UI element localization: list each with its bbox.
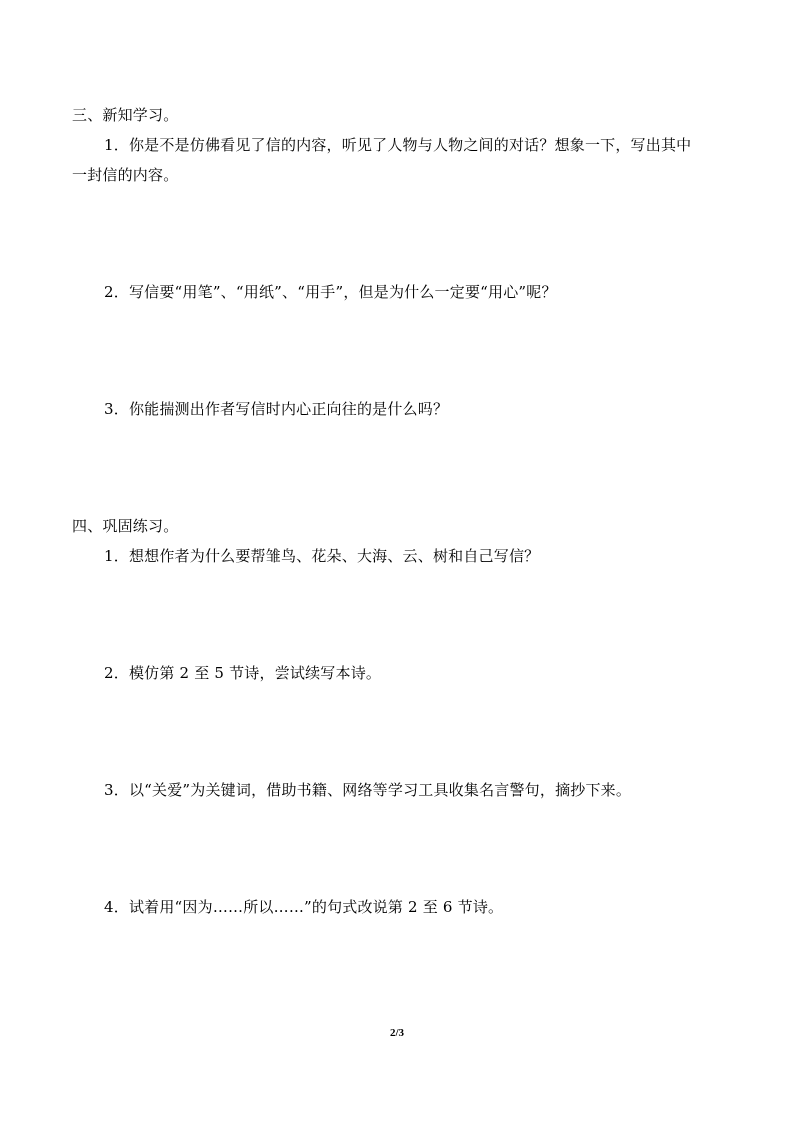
section-3-question-1: 1．你是不是仿佛看见了信的内容，听见了人物与人物之间的对话？想象一下，写出其中 bbox=[104, 136, 692, 154]
section-4-question-3: 3．以“关爱”为关键词，借助书籍、网络等学习工具收集名言警句，摘抄下来。 bbox=[104, 781, 632, 799]
section-4-question-1: 1．想想作者为什么要帮雏鸟、花朵、大海、云、树和自己写信？ bbox=[104, 547, 540, 565]
page-number: 2/3 bbox=[389, 1027, 405, 1039]
section-3-question-3: 3．你能揣测出作者写信时内心正向往的是什么吗？ bbox=[104, 400, 449, 418]
section-3-question-1-continuation: 一封信的内容。 bbox=[72, 166, 179, 184]
section-3-heading: 三、新知学习。 bbox=[72, 106, 179, 124]
section-4-question-4: 4．试着用“因为……所以……”的句式改说第 2 至 6 节诗。 bbox=[104, 898, 504, 916]
section-3-question-2: 2．写信要“用笔”、“用纸”、“用手”，但是为什么一定要“用心”呢？ bbox=[104, 283, 557, 301]
section-4-heading: 四、巩固练习。 bbox=[72, 517, 179, 535]
section-4-question-2: 2．模仿第 2 至 5 节诗，尝试续写本诗。 bbox=[104, 664, 382, 682]
